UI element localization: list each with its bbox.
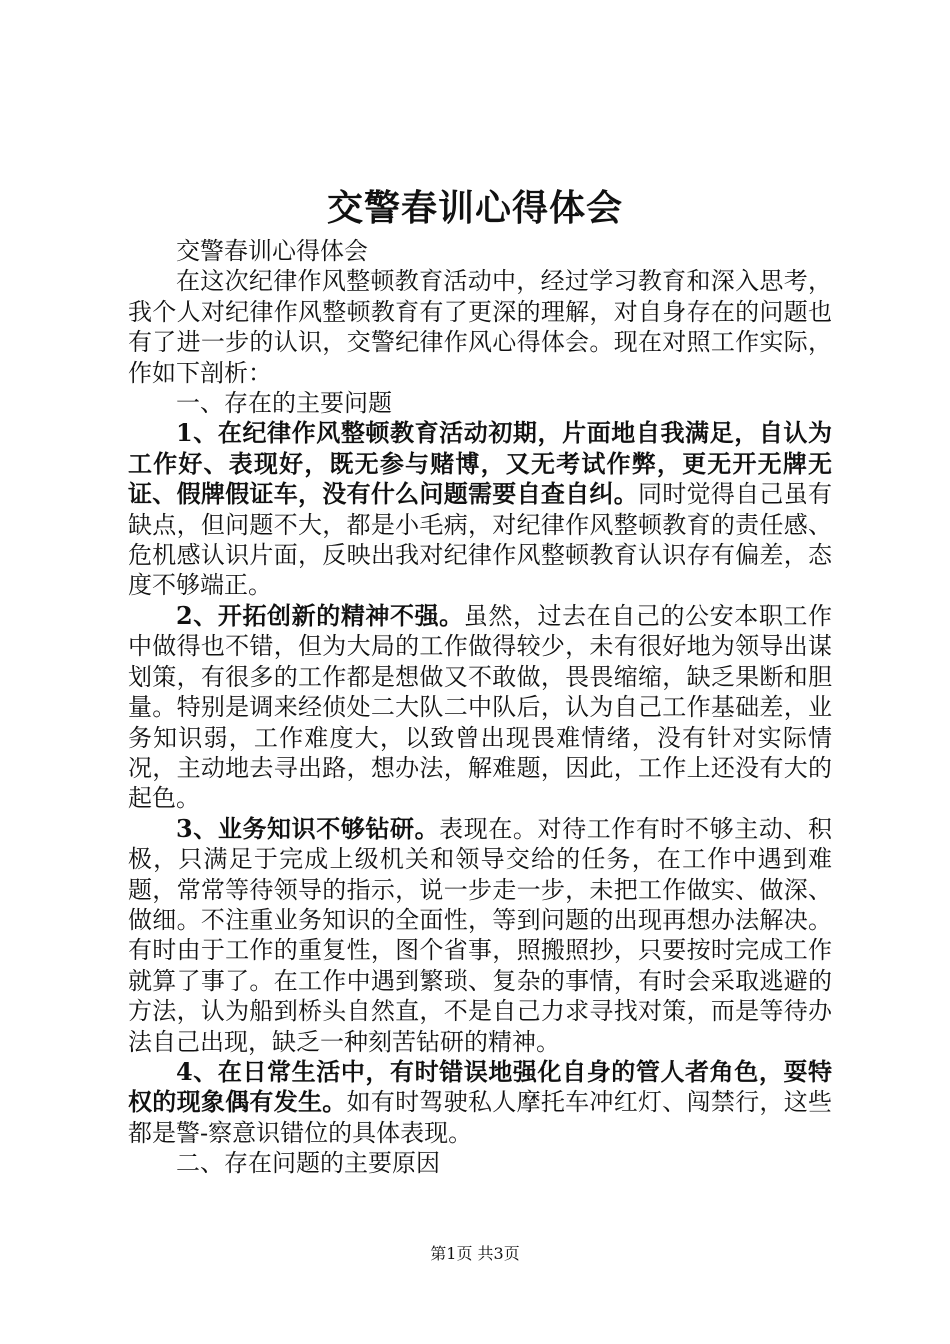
item-4-text: 如有时驾驶私人摩托车冲红灯、闯禁行，这些都是警-察意识错位的具体表现。	[128, 1088, 833, 1147]
item-1-paragraph	[128, 418, 832, 600]
item-2-bold-text: 2、开拓创新的精神不强。	[176, 600, 464, 630]
intro-paragraph: 在这次纪律作风整顿教育活动中，经过学习教育和深入思考，我个人对纪律作风整顿教育有了更深的理解，对自身存在的问题也有了进一步的认识，交警纪律作风心得体会。现在对照工作实际，作如下剖析：	[128, 267, 832, 387]
item-2-text: 虽然，过去在自己的公安本职工作中做得也不错，但为大局的工作做得较少，未有很好地为领导出谋划策，有很多的工作都是想做又不敢做，畏畏缩缩，缺乏果断和胆量。特别是调来经侦处二大队二中队后，认为自己工作基础差，业务知识弱，工作难度大，以致曾出现畏难情绪，没有针对实际情况，主动地去寻出路，想办法，解难题，因此，工作上还没有大的起色。	[128, 601, 833, 813]
item-3-bold-text: 3、业务知识不够钻研。	[176, 813, 440, 843]
document-title: 交警春训心得体会	[326, 187, 623, 229]
subtitle-paragraph: 交警春训心得体会	[176, 237, 368, 265]
item-4-bold-text: 4、在日常生活中，有时错误地强化自身的管人者角色，耍特权的现象偶有发生。	[128, 1056, 832, 1117]
section-2-heading: 二、存在问题的主要原因	[176, 1149, 440, 1178]
item-3-text: 表现在。对待工作有时不够主动、积极，只满足于完成上级机关和领导交给的任务，在工作中遇到难题，常常等待领导的指示，说一步走一步，未把工作做实、做深、做细。不注重业务知识的全面性，等到问题的出现再想办法解决。有时由于工作的重复性，图个省事，照搬照抄，只要按时完成工作就算了事了。在工作中遇到繁琐、复杂的事情，有时会采取逃避的方法，认为船到桥头自然直，不是自己力求寻找对策，而是等待办法自己出现，缺乏一种刻苦钻研的精神。	[128, 814, 832, 1056]
item-1-bold-text: 1、在纪律作风整顿教育活动初期，片面地自我满足，自认为工作好、表现好，既无参与赌博，又无考试作弊，更无开无牌无证、假牌假证车，没有什么问题需要自查自纠。	[128, 418, 832, 509]
item-3-paragraph	[128, 814, 832, 1057]
document-body	[128, 236, 832, 1179]
section-1-heading: 一、存在的主要问题	[176, 389, 392, 418]
item-4-paragraph	[128, 1057, 832, 1148]
item-2-paragraph	[128, 601, 832, 814]
item-1-text: 同时觉得自己虽有缺点，但问题不大，都是小毛病，对纪律作风整顿教育的责任感、危机感认识片面，反映出我对纪律作风整顿教育认识存有偏差，态度不够端正。	[128, 480, 832, 600]
page-footer: 第1页 共3页	[430, 1244, 520, 1263]
